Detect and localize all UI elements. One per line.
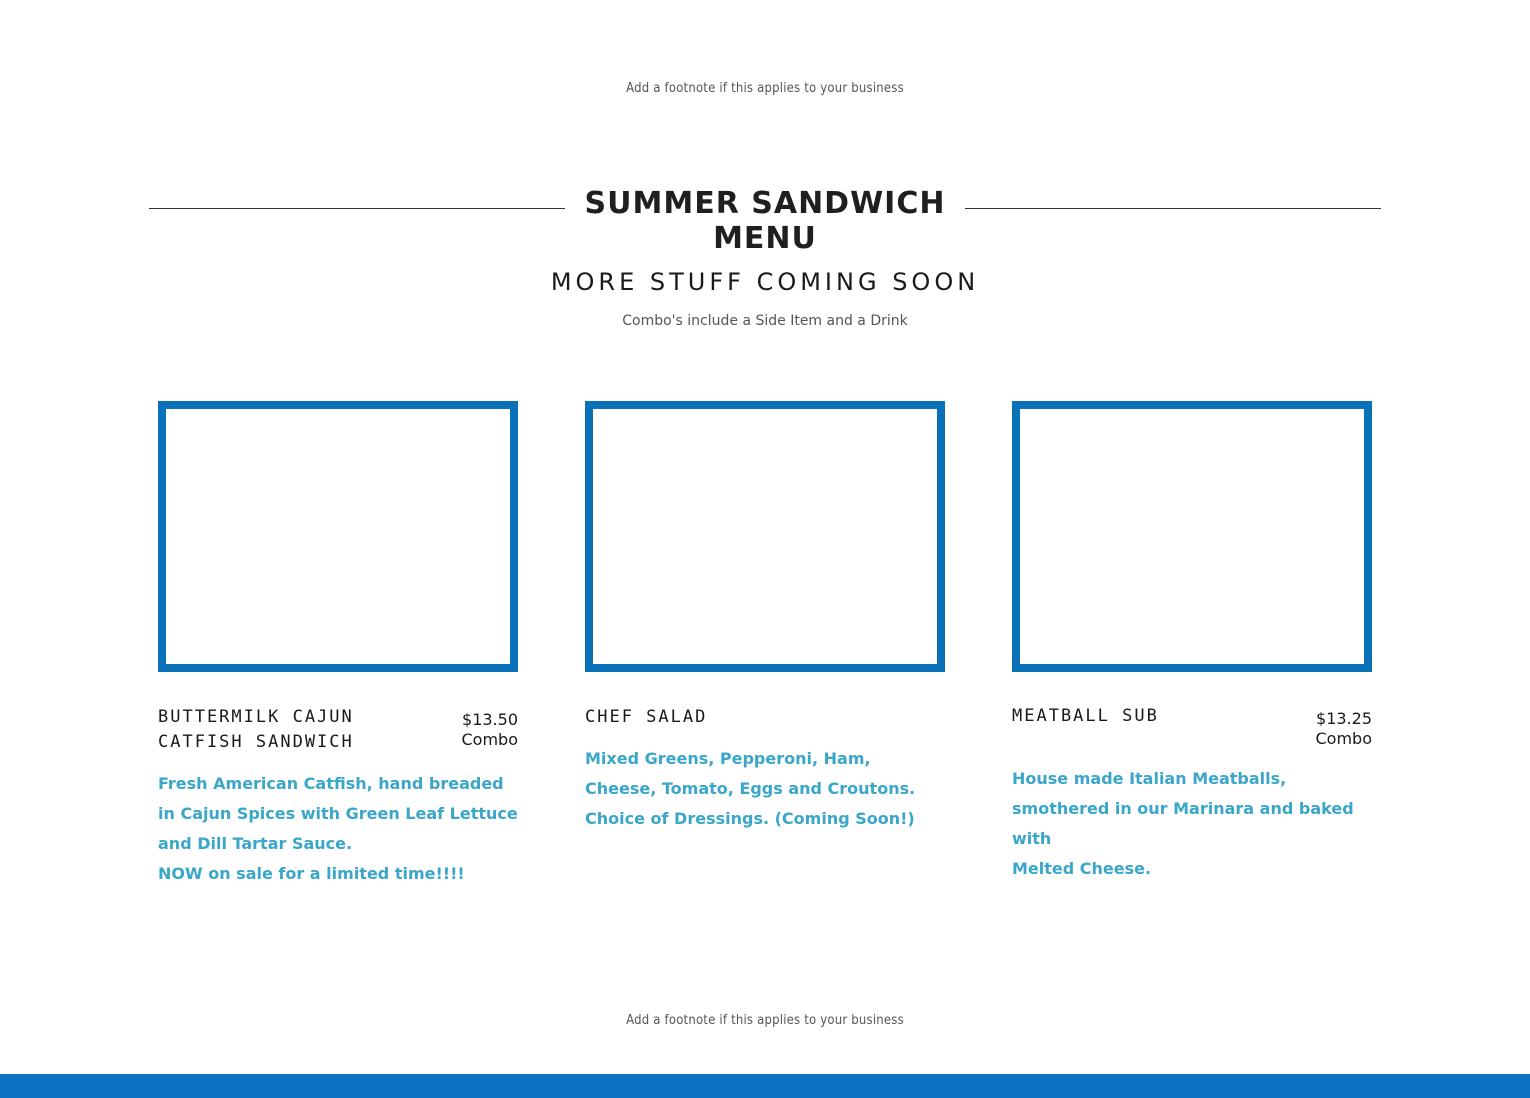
title-rule-left [149,208,565,209]
item-description: House made Italian Meatballs, smothered in our Marinara and baked with Melted Cheese. [1012,769,1354,878]
menu-title: SUMMER SANDWICH MENU [584,186,946,256]
footnote-bottom: Add a footnote if this applies to your business [626,1013,904,1028]
item-name: BUTTERMILK CAJUN CATFISH SANDWICH [158,707,354,752]
combo-note: Combo's include a Side Item and a Drink [622,313,908,329]
title-rule-right [965,208,1381,209]
item-name: MEATBALL SUB [1012,706,1159,726]
section-title-row [149,186,1381,256]
item-image-placeholder[interactable] [1012,401,1372,672]
item-price-note: Combo [1315,729,1372,748]
item-price: $13.50 [462,710,518,729]
item-description: Mixed Greens, Pepperoni, Ham, Cheese, Tomato, Eggs and Croutons. Choice of Dressings. (Coming Soon!) [585,749,916,828]
item-price-block [418,710,518,750]
section-subheading: MORE STUFF COMING SOON [550,268,980,296]
item-price-block [1272,709,1372,749]
item-price: $13.25 [1316,709,1372,728]
item-image-placeholder[interactable] [585,401,945,672]
footer-bar [0,1074,1530,1098]
item-name: CHEF SALAD [585,707,708,727]
item-description: Fresh American Catfish, hand breaded in Cajun Spices with Green Leaf Lettuce and Dill Tartar Sauce. NOW on sale for a limited time!!!! [158,774,518,883]
footnote-top: Add a footnote if this applies to your business [626,81,904,96]
item-price-note: Combo [461,730,518,749]
item-image-placeholder[interactable] [158,401,518,672]
